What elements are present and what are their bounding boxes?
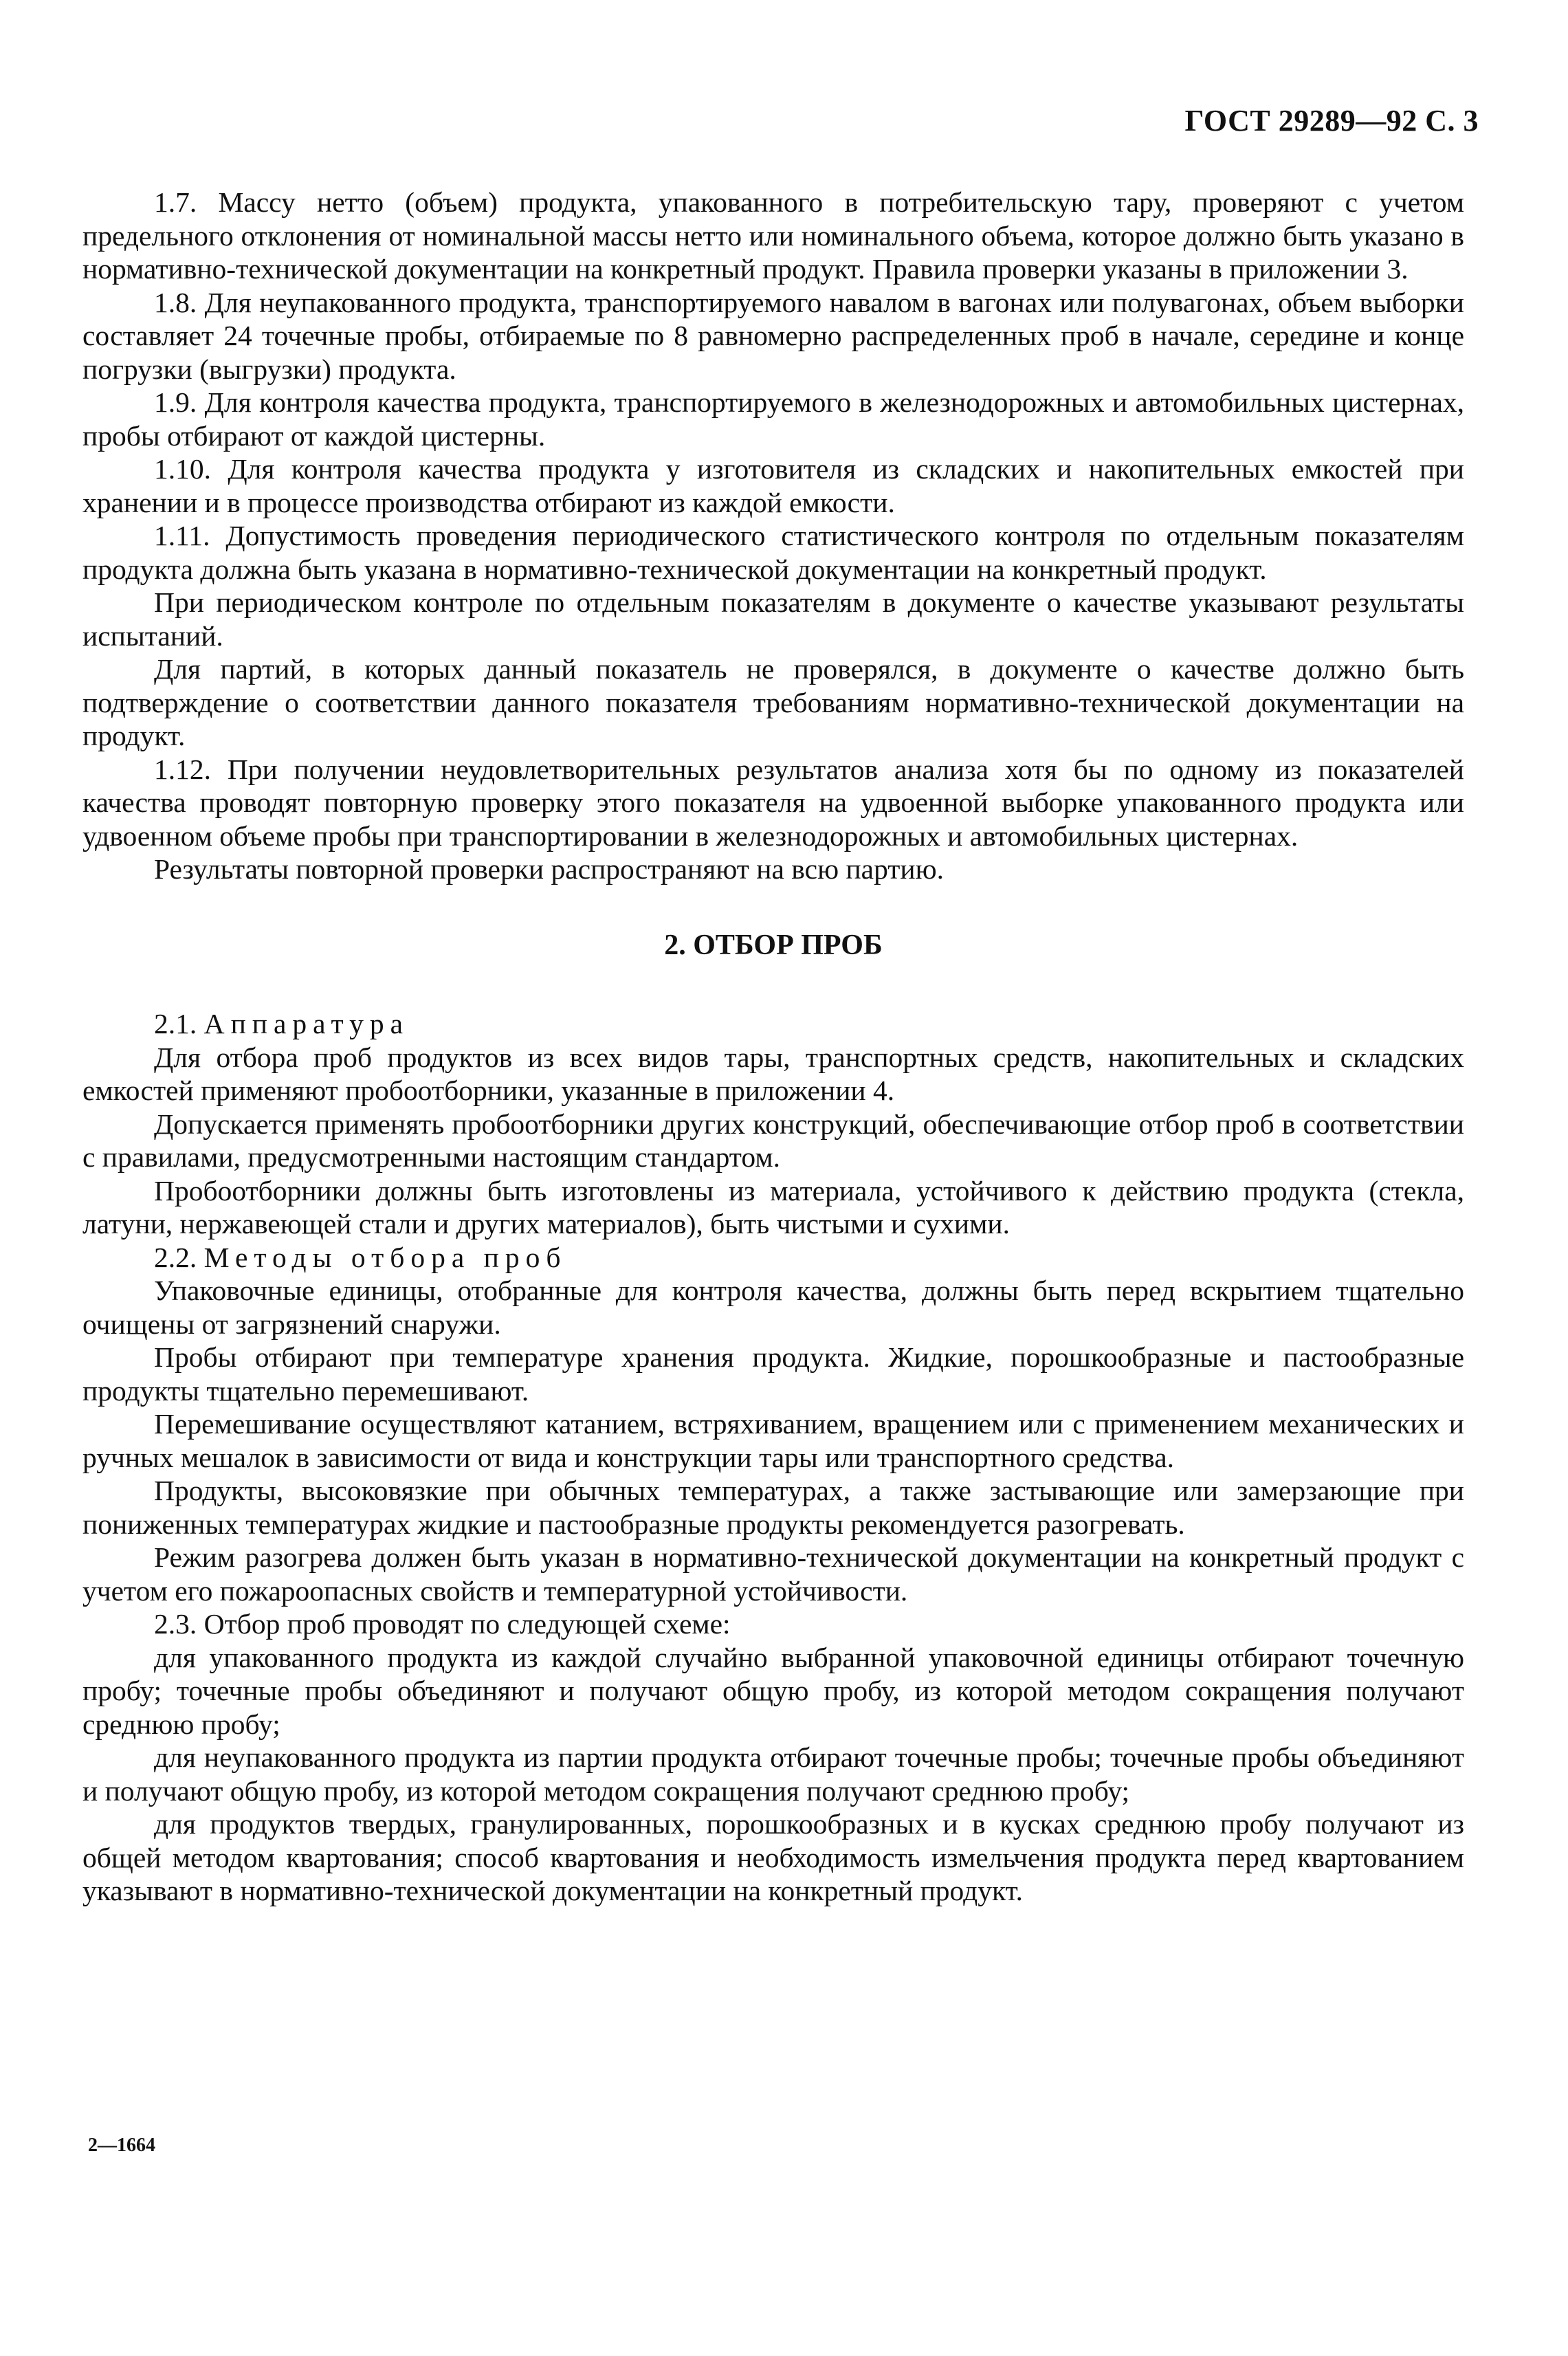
paragraph-1-11: 1.11. Допустимость проведения периодического статистического контроля по отдельным показателям продукта должна быть указана в нормативно-технической документации на конкретный продукт.	[82, 520, 1464, 585]
paragraph-1-7: 1.7. Массу нетто (объем) продукта, упакованного в потребительскую тару, проверяют с учетом предельного отклонения от номинальной массы нетто или номинального объема, которое должно быть указано в нормативно-технической документации на конкретный продукт. Правила проверки указаны в приложении 3.	[82, 186, 1464, 285]
subsection-number: 2.1.	[154, 1008, 197, 1039]
paragraph-1-9: 1.9. Для контроля качества продукта, транспортируемого в железнодорожных и автомобильных цистернах, пробы отбирают от каждой цистерны.	[82, 386, 1464, 452]
paragraph-2-3: 2.3. Отбор проб проводят по следующей схеме:	[154, 1608, 731, 1640]
subsection-number: 2.2.	[154, 1241, 197, 1273]
page-header: ГОСТ 29289—92 С. 3	[1184, 104, 1479, 137]
paragraph: Для отбора проб продуктов из всех видов тары, транспортных средств, накопительных и складских емкостей применяют пробоотборники, указанные в приложении 4.	[82, 1041, 1464, 1106]
document-body	[82, 186, 1464, 1908]
paragraph: Пробы отбирают при температуре хранения продукта. Жидкие, порошкообразные и пастообразные продукты тщательно перемешивают.	[82, 1341, 1464, 1407]
paragraph: Пробоотборники должны быть изготовлены из материала, устойчивого к действию продукта (стекла, латуни, нержавеющей стали и других материалов), быть чистыми и сухими.	[82, 1174, 1464, 1240]
paragraph: Результаты повторной проверки распространяют на всю партию.	[154, 853, 945, 885]
paragraph-1-8: 1.8. Для неупакованного продукта, транспортируемого навалом в вагонах или полувагонах, объем выборки составляет 24 точечные пробы, отбираемые по 8 равномерно распределенных проб в начале, середине и конце погрузки (выгрузки) продукта.	[82, 286, 1464, 385]
subsection-2-2-title	[82, 1241, 1464, 1275]
paragraph: для неупакованного продукта из партии продукта отбирают точечные пробы; точечные пробы объединяют и получают общую пробу, из которой методом сокращения получают среднюю пробу;	[82, 1741, 1464, 1807]
paragraph-1-12: 1.12. При получении неудовлетворительных результатов анализа хотя бы по одному из показателей качества проводят повторную проверку этого показателя на удвоенной выборке упакованного продукта или удвоенном объеме пробы при транспортировании в железнодорожных и автомобильных цистернах.	[82, 753, 1464, 852]
subsection-2-1-title	[82, 1007, 1464, 1041]
spaced-title: Методы отбора проб	[203, 1241, 567, 1273]
paragraph: При периодическом контроле по отдельным показателям в документе о качестве указывают результаты испытаний.	[82, 586, 1464, 652]
paragraph: для продуктов твердых, гранулированных, порошкообразных и в кусках среднюю пробу получают из общей методом квартования; способ квартования и необходимость измельчения продукта перед квартованием указывают в нормативно-технической документации на конкретный продукт.	[82, 1808, 1464, 1906]
paragraph: для упакованного продукта из каждой случайно выбранной упаковочной единицы отбирают точечную пробу; точечные пробы объединяют и получают общую пробу, из которой методом сокращения получают среднюю пробу;	[82, 1641, 1464, 1740]
paragraph: Режим разогрева должен быть указан в нормативно-технической документации на конкретный продукт с учетом его пожароопасных свойств и температурной устойчивости.	[82, 1541, 1464, 1607]
paragraph: Допускается применять пробоотборники других конструкций, обеспечивающие отбор проб в соответствии с правилами, предусмотренными настоящим стандартом.	[82, 1108, 1464, 1173]
section-heading: 2. ОТБОР ПРОБ	[664, 929, 883, 961]
spaced-title: Аппаратура	[203, 1008, 410, 1039]
paragraph: Перемешивание осуществляют катанием, встряхиванием, вращением или с применением механических и ручных мешалок в зависимости от вида и конструкции тары или транспортного средства.	[82, 1408, 1464, 1473]
page-footer-code: 2—1664	[88, 2135, 155, 2156]
paragraph-1-10: 1.10. Для контроля качества продукта у изготовителя из складских и накопительных емкостей при хранении и в процессе производства отбирают из каждой емкости.	[82, 453, 1464, 518]
paragraph: Упаковочные единицы, отобранные для контроля качества, должны быть перед вскрытием тщательно очищены от загрязнений снаружи.	[82, 1275, 1464, 1340]
paragraph: Для партий, в которых данный показатель не проверялся, в документе о качестве должно быть подтверждение о соответствии данного показателя требованиям нормативно-технической документации на продукт.	[82, 653, 1464, 751]
paragraph: Продукты, высоковязкие при обычных температурах, а также застывающие или замерзающие при пониженных температурах жидкие и пастообразные продукты рекомендуется разогревать.	[82, 1475, 1464, 1540]
